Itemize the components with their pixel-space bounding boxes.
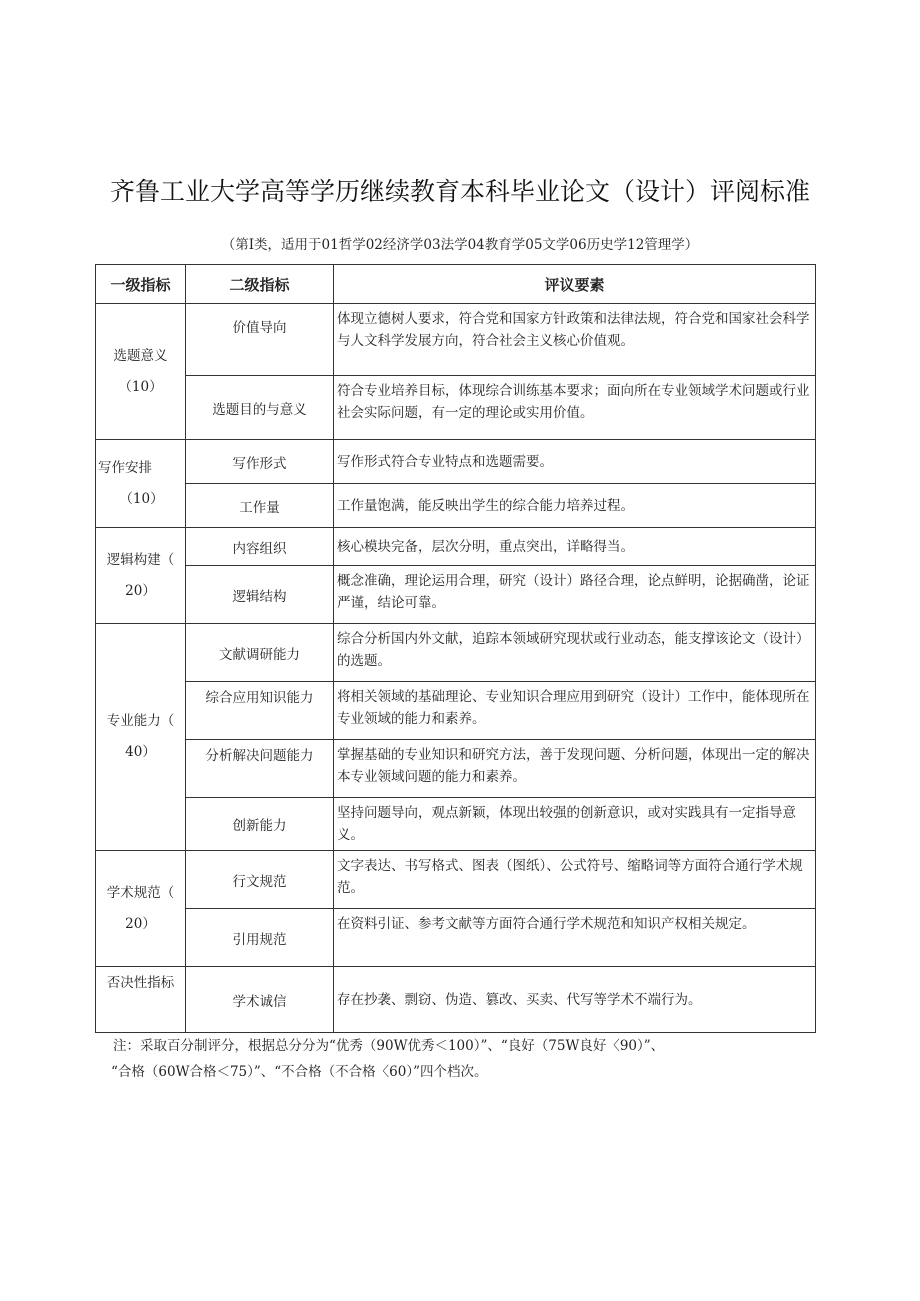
criteria-cell: 坚持问题导向，观点新颖，体现出较强的创新意识，或对实践具有一定指导意义。 — [334, 798, 816, 851]
level1-name: 否决性指标 — [106, 975, 175, 991]
level2-cell: 写作形式 — [186, 440, 334, 484]
table-row — [96, 909, 816, 967]
document-subtitle: （第Ⅰ类，适用于01哲学02经济学03法学04教育学05文学06历史学12管理学） — [221, 237, 699, 253]
level1-score: 40） — [125, 744, 156, 760]
criteria-cell: 工作量饱满，能反映出学生的综合能力培养过程。 — [334, 484, 816, 528]
table-row — [96, 376, 816, 440]
level2-cell: 文献调研能力 — [186, 624, 334, 682]
footnote-line1: 注：采取百分制评分，根据总分分为“优秀（90W优秀＜100）”、“良好（75W良好〈90）”、 — [113, 1038, 665, 1054]
level2-cell: 引用规范 — [186, 909, 334, 967]
criteria-cell: 在资料引证、参考文献等方面符合通行学术规范和知识产权相关规定。 — [334, 909, 816, 967]
criteria-table — [95, 264, 816, 1033]
criteria-cell: 符合专业培养目标，体现综合训练基本要求；面向所在专业领域学术问题或行业社会实际问题，有一定的理论或实用价值。 — [334, 376, 816, 440]
level2-cell: 内容组织 — [186, 528, 334, 566]
criteria-cell: 将相关领域的基础理论、专业知识合理应用到研究（设计）工作中，能体现所在专业领域的能力和素养。 — [334, 682, 816, 740]
table-row — [96, 798, 816, 851]
level1-score: （10） — [118, 378, 163, 395]
level2-cell: 选题目的与意义 — [186, 376, 334, 440]
level1-name: 学术规范（ — [106, 884, 175, 901]
level2-cell: 综合应用知识能力 — [186, 682, 334, 740]
header-criteria: 评议要素 — [334, 265, 816, 304]
header-level1: 一级指标 — [96, 265, 186, 304]
criteria-cell: 综合分析国内外文献，追踪本领域研究现状或行业动态，能支撑该论文（设计）的选题。 — [334, 624, 816, 682]
table-row — [96, 484, 816, 528]
table-row — [96, 967, 816, 1033]
table-row — [96, 304, 816, 376]
footnote-line2: “合格（60W合格＜75）”、“不合格（不合格〈60）”四个档次。 — [111, 1064, 488, 1080]
level2-cell: 分析解决问题能力 — [186, 740, 334, 798]
criteria-cell: 写作形式符合专业特点和选题需要。 — [334, 440, 816, 484]
table-row — [96, 528, 816, 566]
level2-cell: 价值导向 — [186, 304, 334, 376]
criteria-cell: 存在抄袭、剽窃、伪造、篡改、买卖、代写等学术不端行为。 — [334, 967, 816, 1033]
level1-name: 选题意义 — [113, 347, 168, 364]
criteria-cell: 核心模块完备，层次分明，重点突出，详略得当。 — [334, 528, 816, 566]
level1-name: 写作安排 — [98, 459, 152, 476]
level1-cell — [96, 851, 186, 967]
table-row — [96, 440, 816, 484]
document-title: 齐鲁工业大学高等学历继续教育本科毕业论文（设计）评阅标准 — [109, 177, 810, 206]
table-row — [96, 851, 816, 909]
level1-score: 20） — [125, 582, 156, 599]
level1-name: 专业能力（ — [106, 713, 175, 729]
level2-cell: 创新能力 — [186, 798, 334, 851]
table-row — [96, 624, 816, 682]
table-header-row — [96, 265, 816, 304]
level1-score: （10） — [119, 490, 164, 507]
level2-cell: 学术诚信 — [186, 967, 334, 1033]
header-level2: 二级指标 — [186, 265, 334, 304]
level2-cell: 行文规范 — [186, 851, 334, 909]
criteria-cell: 概念准确，理论运用合理，研究（设计）路径合理，论点鲜明，论据确凿，论证严谨，结论可靠。 — [334, 566, 816, 624]
level1-cell — [96, 624, 186, 851]
table-row — [96, 740, 816, 798]
table-row — [96, 682, 816, 740]
level1-name: 逻辑构建（ — [106, 551, 175, 568]
level1-cell — [96, 967, 186, 1033]
level2-cell: 工作量 — [186, 484, 334, 528]
level1-score: 20） — [125, 915, 156, 932]
criteria-cell: 体现立德树人要求，符合党和国家方针政策和法律法规，符合党和国家社会科学与人文科学发展方向，符合社会主义核心价值观。 — [334, 304, 816, 376]
level2-cell: 逻辑结构 — [186, 566, 334, 624]
level1-cell — [96, 304, 186, 440]
table-row — [96, 566, 816, 624]
level1-cell — [96, 440, 186, 528]
footnote — [113, 1033, 813, 1085]
criteria-cell: 掌握基础的专业知识和研究方法，善于发现问题、分析问题，体现出一定的解决本专业领域问题的能力和素养。 — [334, 740, 816, 798]
criteria-cell: 文字表达、书写格式、图表（图纸）、公式符号、缩略词等方面符合通行学术规范。 — [334, 851, 816, 909]
level1-cell — [96, 528, 186, 624]
